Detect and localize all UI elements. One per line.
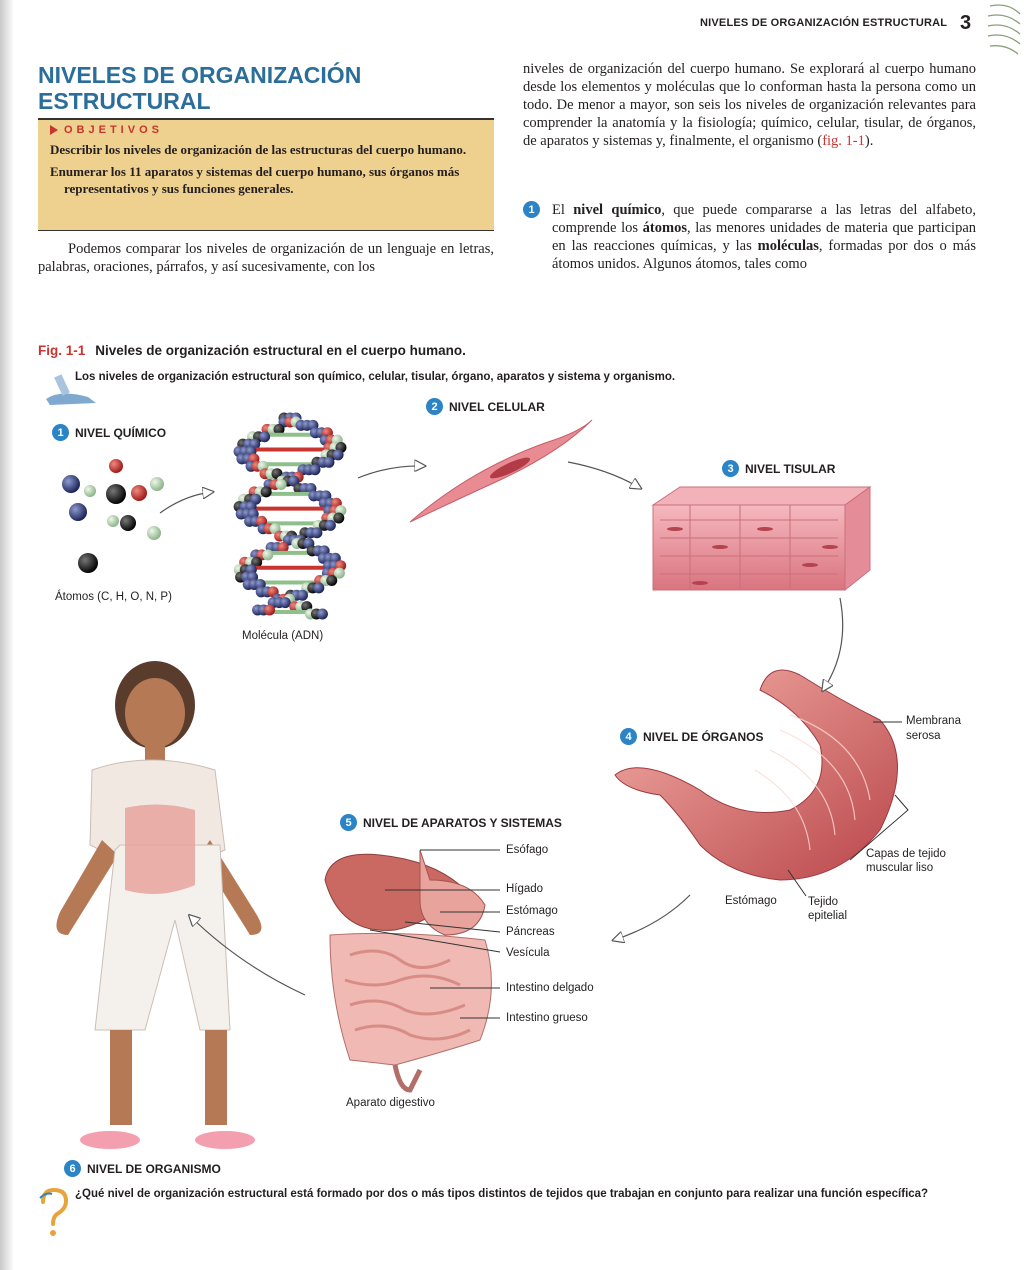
body-text-run: , las menores unidades de materia que participan en las reacciones químicas, y las	[552, 220, 976, 254]
level-label: NIVEL DE ORGANISMO	[87, 1161, 221, 1176]
tissue-block-illustration	[653, 487, 870, 590]
level-label: NIVEL CELULAR	[449, 399, 545, 414]
dna-atom	[323, 457, 334, 468]
level-cellular-heading	[426, 398, 545, 415]
level-system-heading	[340, 814, 562, 831]
dna-atom	[264, 605, 275, 616]
level-label: NIVEL DE APARATOS Y SISTEMAS	[363, 815, 562, 830]
serosa-label-line1: Membrana	[906, 715, 961, 727]
term-bold: átomos	[642, 220, 687, 236]
body-paragraph-left: Podemos comparar los niveles de organización de un lenguaje en letras, palabras, oraciones, párrafos, y así sucesivamente, con los	[38, 241, 494, 275]
stomach-label: Estómago	[506, 905, 558, 917]
level-organ-heading	[620, 728, 763, 745]
flow-arrow	[160, 492, 212, 513]
dna-atom	[333, 449, 344, 460]
section-title-line1: NIVELES DE ORGANIZACIÓN	[38, 62, 362, 88]
dna-atom	[280, 597, 291, 608]
dna-atom	[311, 527, 322, 538]
body-text-run: , que puede compararse a las letras del alfabeto, comprende los	[552, 202, 976, 236]
dna-atom	[276, 479, 287, 490]
atoms-illustration	[62, 459, 164, 573]
review-question: ¿Qué nivel de organización estructural está formado por dos o más tipos distintos de tejidos que trabajan en conjunto para realizar una función específica?	[75, 1188, 929, 1200]
level-number-badge: 2	[426, 398, 443, 415]
level-label: NIVEL QUÍMICO	[75, 425, 167, 440]
level-number-badge: 4	[620, 728, 637, 745]
level-label: NIVEL DE ÓRGANOS	[643, 729, 764, 744]
dna-atom	[297, 590, 308, 601]
dna-atom	[317, 609, 328, 620]
dna-atom	[325, 520, 336, 531]
flow-arrow	[358, 466, 424, 478]
dna-atom	[262, 549, 273, 560]
esophagus-label: Esófago	[506, 844, 549, 856]
figure-number: Fig. 1-1	[38, 343, 86, 358]
level-number-badge: 1	[52, 424, 69, 441]
small-intestine-label: Intestino delgado	[506, 982, 594, 994]
figure-summary: Los niveles de organización estructural son químico, celular, tisular, órgano, aparatos y sistema y organismo.	[75, 371, 676, 383]
human-figure-illustration	[56, 661, 261, 1149]
large-intestine-label: Intestino grueso	[506, 1012, 588, 1024]
term-bold: moléculas	[757, 238, 819, 254]
molecule-label: Molécula (ADN)	[242, 630, 324, 642]
stomach-illustration	[615, 670, 898, 880]
dna-atom	[309, 464, 320, 475]
liver-label: Hígado	[506, 883, 544, 895]
epithelium-label-line2: epitelial	[808, 910, 847, 922]
digestive-system-illustration	[325, 850, 491, 1090]
level-chemical-heading	[52, 424, 166, 441]
question-mark-icon	[36, 1188, 70, 1238]
figure-reference-link[interactable]: fig. 1-1	[822, 133, 865, 149]
level-number-badge: 5	[340, 814, 357, 831]
muscle-layer-label-line2: muscular liso	[866, 862, 934, 874]
section-title-line2: ESTRUCTURAL	[38, 88, 211, 114]
body-text-run: niveles de organización del cuerpo humano. Se explorará al cuerpo humano desde los elementos y moléculas que lo conforman hasta la persona como un todo. De menor a mayor, son seis los niveles de organización relevantes para comprender la anatomía y la fisiología; químico, celular, tisular, de órganos, de aparatos y sistemas y, finalmente, el organismo (	[523, 61, 976, 149]
gallbladder-label: Vesícula	[506, 947, 550, 959]
body-text-run: El	[552, 202, 574, 218]
item-number-badge: 1	[523, 201, 540, 218]
page-number: 3	[960, 12, 972, 34]
level-organism-heading	[64, 1160, 221, 1177]
level-number-badge: 6	[64, 1160, 81, 1177]
digestive-system-label: Aparato digestivo	[346, 1097, 435, 1109]
serosa-label-line2: serosa	[906, 730, 941, 742]
muscle-layer-label-line1: Capas de tejido	[866, 848, 946, 860]
objectives-heading-text: OBJETIVOS	[64, 124, 163, 136]
dna-atom	[313, 582, 324, 593]
term-bold: nivel químico	[573, 202, 662, 218]
objective-item: Enumerar los 11 aparatos y sistemas del cuerpo humano, sus órganos más representativos y sus funciones generales.	[50, 164, 460, 196]
muscle-cell-illustration	[410, 420, 592, 522]
level-number-badge: 3	[722, 460, 739, 477]
flow-arrow	[568, 462, 640, 488]
dna-molecule-illustration	[234, 413, 347, 620]
flow-arrow	[614, 895, 690, 940]
dna-atom	[261, 486, 272, 497]
dna-atom	[259, 431, 270, 442]
stomach-organ-label: Estómago	[725, 895, 777, 907]
running-header: NIVELES DE ORGANIZACIÓN ESTRUCTURAL	[700, 17, 948, 29]
figure-title: Niveles de organización estructural en el cuerpo humano.	[95, 343, 466, 358]
level-label: NIVEL TISULAR	[745, 461, 836, 476]
objective-item: Describir los niveles de organización de las estructuras del cuerpo humano.	[50, 142, 467, 157]
level-tissue-heading	[722, 460, 835, 477]
body-text-run: ).	[864, 133, 874, 149]
pancreas-label: Páncreas	[506, 926, 555, 938]
atoms-label: Átomos (C, H, O, N, P)	[55, 591, 172, 603]
dna-atom	[326, 575, 337, 586]
dna-atom	[333, 513, 344, 524]
body-text-run: , formadas por dos o más átomos unidos. Algunos átomos, tales como	[552, 238, 977, 272]
epithelium-label-line1: Tejido	[808, 896, 839, 908]
flow-arrow	[823, 598, 843, 690]
